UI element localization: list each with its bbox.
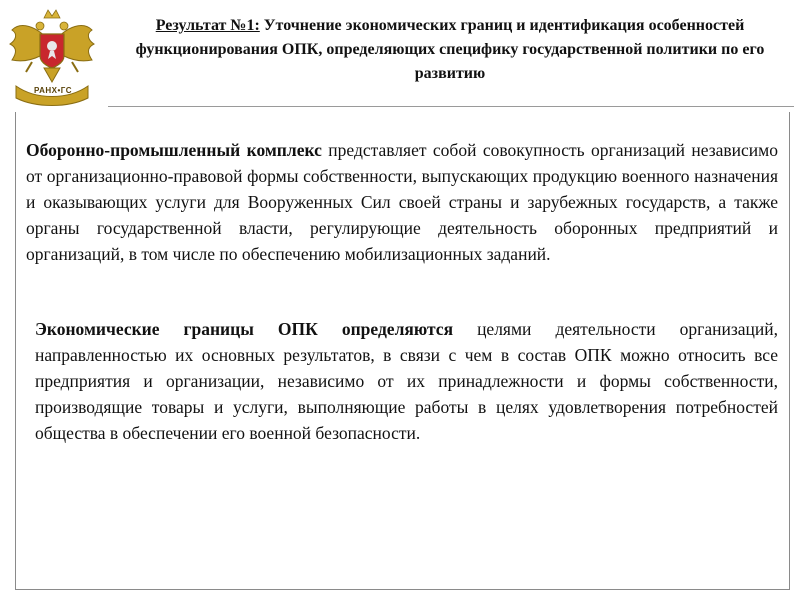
title-lead: Результат №1: [155,17,260,34]
boundaries-text: целями деятельности организаций, направленностью их основных результатов, в связи с чем в состав ОПК можно относить все предприятия и организации, независимо от их принадлежности и формы собственности, производящие товары и услуги, выполняющие работы в целях удовлетворения потребностей общества в обеспечении его военной безопасности. [35,319,778,443]
page-title [118,14,782,86]
logo-caption: РАНХ•ГС [33,86,73,95]
definition-paragraph [26,137,778,267]
economic-boundaries-paragraph [35,316,778,446]
title-divider [108,106,794,107]
definition-text: представляет собой совокупность организаций независимо от организационно-правовой формы собственности, выпускающих продукцию военного назначения и оказывающих услуги для Вооруженных Сил своей страны и зарубежных государств, а также органы государственной власти, регулирующие деятельность оборонных предприятий и организаций, в том числе по обеспечению мобилизационных заданий. [26,140,778,264]
boundaries-term: Экономические границы ОПК определяются [35,319,454,339]
title-text: Уточнение экономических границ и идентификация особенностей функционирования ОПК, определяющих специфику государственной политики по его развитию [135,17,765,82]
defined-term: Оборонно-промышленный комплекс [26,140,322,160]
